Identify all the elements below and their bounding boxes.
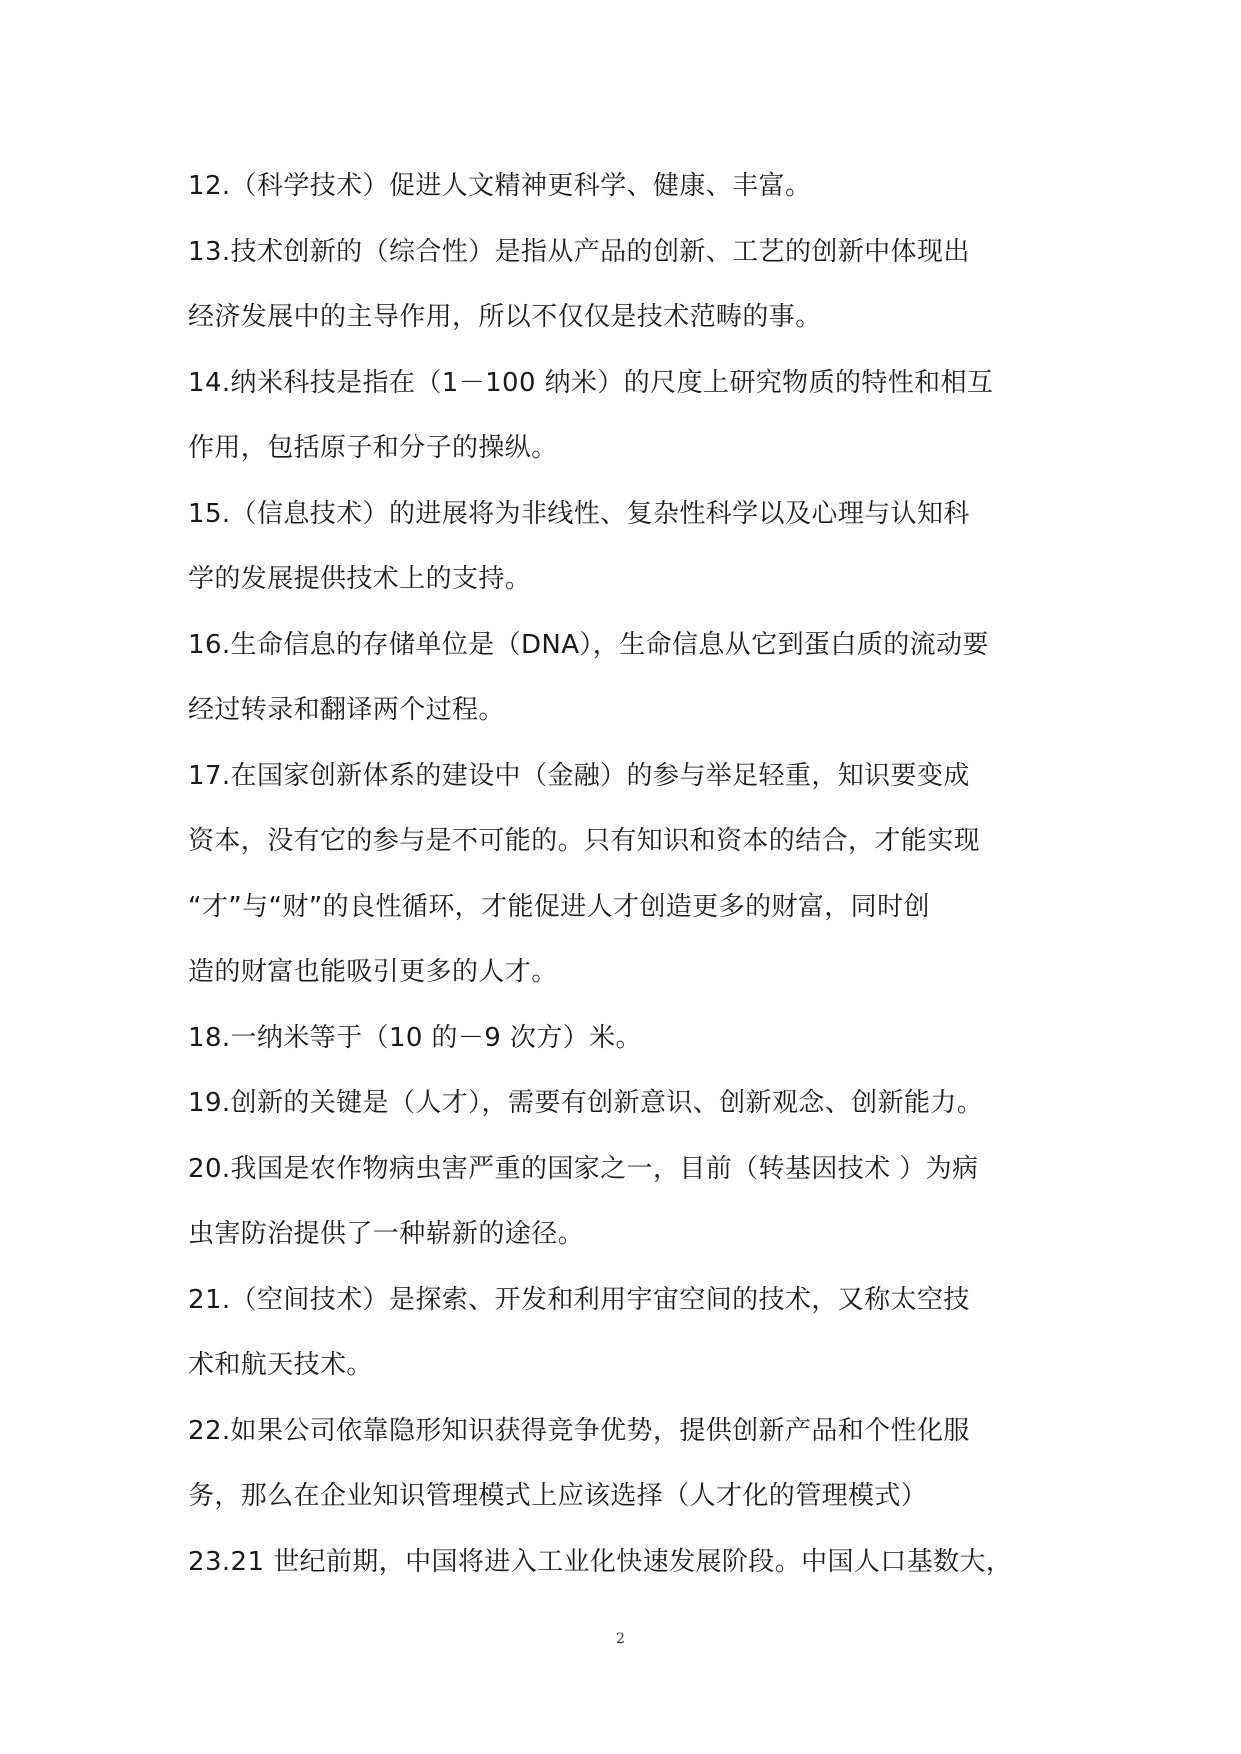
text-line: 虫害防治提供了一种崭新的途径。 xyxy=(188,1219,585,1249)
text-line: 19.创新的关键是（人才），需要有创新意识、创新观念、创新能力。 xyxy=(188,1088,984,1118)
text-line: 15.（信息技术）的进展将为非线性、复杂性科学以及心理与认知科 xyxy=(188,498,970,529)
text-line: 14.纳米科技是指在（1－100 纳米）的尺度上研究物质的特性和相互 xyxy=(188,367,994,398)
text-line: 务，那么在企业知识管理模式上应该选择（人才化的管理模式） xyxy=(188,1481,928,1511)
text-line: 经济发展中的主导作用，所以不仅仅是技术范畴的事。 xyxy=(188,302,822,332)
text-line: 21.（空间技术）是探索、开发和利用宇宙空间的技术，又称太空技 xyxy=(188,1284,970,1315)
text-line: “才”与“财”的良性循环，才能促进人才创造更多的财富，同时创 xyxy=(188,891,930,922)
document-body xyxy=(188,154,1058,1595)
text-line: 20.我国是农作物病虫害严重的国家之一，目前（转基因技术 ）为病 xyxy=(188,1153,979,1184)
text-line: 作用，包括原子和分子的操纵。 xyxy=(188,433,558,463)
text-line: 17.在国家创新体系的建设中（金融）的参与举足轻重，知识要变成 xyxy=(188,760,970,791)
text-line: 12.（科学技术）促进人文精神更科学、健康、丰富。 xyxy=(188,171,812,201)
text-line: 资本，没有它的参与是不可能的。只有知识和资本的结合，才能实现 xyxy=(188,826,981,856)
text-line: 学的发展提供技术上的支持。 xyxy=(188,564,532,594)
text-line: 18.一纳米等于（10 的－9 次方）米。 xyxy=(188,1022,642,1053)
text-line: 经过转录和翻译两个过程。 xyxy=(188,695,505,725)
page-number: 2 xyxy=(616,1631,625,1647)
text-line: 术和航天技术。 xyxy=(188,1350,373,1380)
text-line: 13.技术创新的（综合性）是指从产品的创新、工艺的创新中体现出 xyxy=(188,236,970,267)
text-line: 造的财富也能吸引更多的人才。 xyxy=(188,957,558,987)
text-line: 22.如果公司依靠隐形知识获得竞争优势，提供创新产品和个性化服 xyxy=(188,1415,970,1446)
text-line: 23.21 世纪前期，中国将进入工业化快速发展阶段。中国人口基数大， xyxy=(188,1546,1013,1577)
text-line: 16.生命信息的存储单位是（DNA），生命信息从它到蛋白质的流动要 xyxy=(188,629,989,660)
